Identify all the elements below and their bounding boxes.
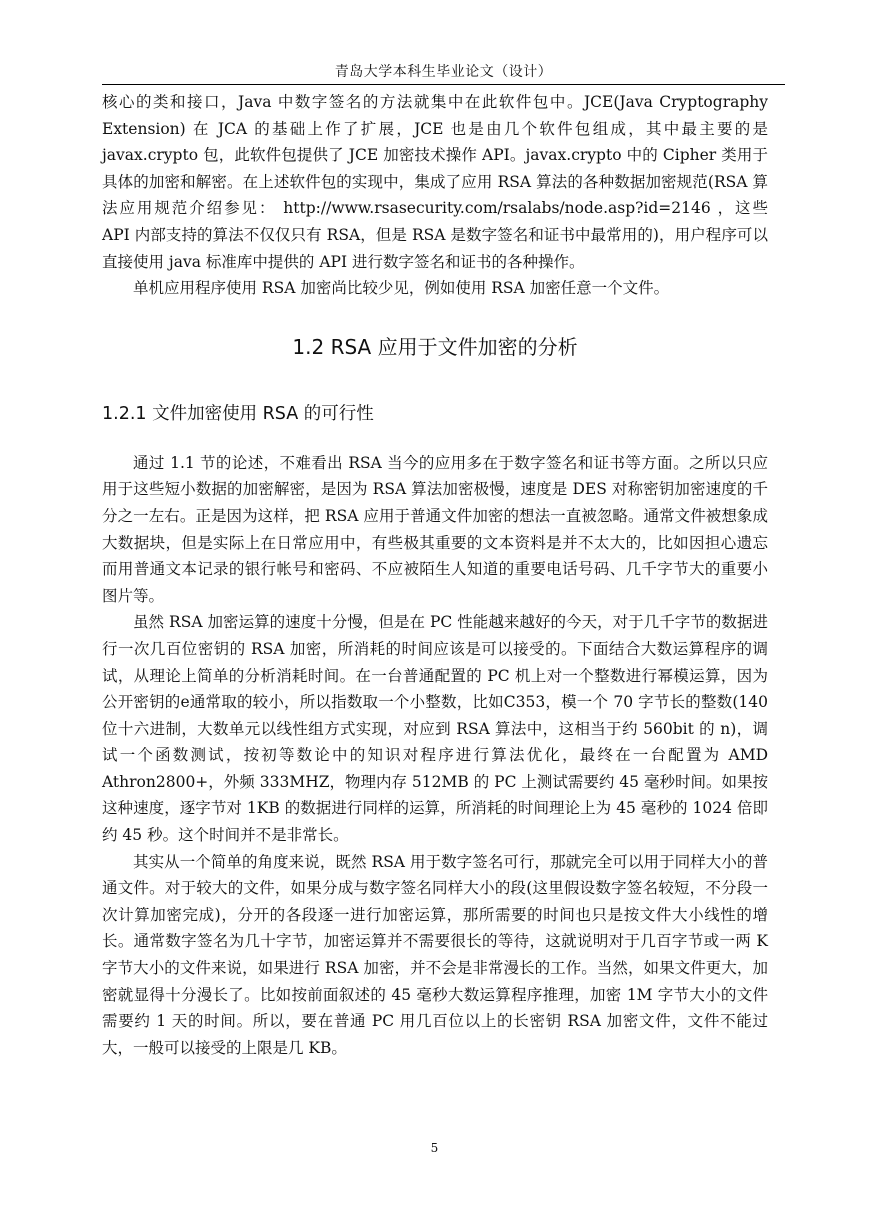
- paragraph-continued: 核心的类和接口，Java 中数字签名的方法就集中在此软件包中。JCE(Java Cryptography Extension) 在 JCA 的基础上作了扩展，JCE 也是由几个软件包组成，其中最主要的是 javax.crypto 包，此软件包提供了 JCE 加密技术操作 API。javax.crypto 中的 Cipher 类用于具体的加密和解密。在上述软件包的实现中，集成了应用 RSA 算法的各种数据加密规范(RSA 算法应用规范介绍参见： http://www.rsasecurity.com/rsalabs/node.asp?id=2146 ，这些 API 内部支持的算法不仅仅只有 RSA，但是 RSA 是数字签名和证书中最常用的)，用户程序可以直接使用 java 标准库中提供的 API 进行数字签名和证书的各种操作。: [102, 93, 768, 271]
- page-number: 5: [430, 1141, 439, 1155]
- paragraph: 其实从一个简单的角度来说，既然 RSA 用于数字签名可行，那就完全可以用于同样大小的普通文件。对于较大的文件，如果分成与数字签名同样大小的段(这里假设数字签名较短，不分段一次计算加密完成)，分开的各段逐一进行加密运算，那所需要的时间也只是按文件大小线性的增长。通常数字签名为几十字节，加密运算并不需要很长的等待，这就说明对于几百字节或一两 K 字节大小的文件来说，如果进行 RSA 加密，并不会是非常漫长的工作。当然，如果文件更大，加密就显得十分漫长了。比如按前面叙述的 45 毫秒大数运算程序推理，加密 1M 字节大小的文件需要约 1 天的时间。所以，要在普通 PC 用几百位以上的长密钥 RSA 加密文件，文件不能过大，一般可以接受的上限是几 KB。: [102, 852, 768, 1057]
- paragraph: 通过 1.1 节的论述，不难看出 RSA 当今的应用多在于数字签名和证书等方面。之所以只应用于这些短小数据的加密解密，是因为 RSA 算法加密极慢，速度是 DES 对称密钥加密速度的千分之一左右。正是因为这样，把 RSA 应用于普通文件加密的想法一直被忽略。通常文件被想象成大数据块，但是实际上在日常应用中，有些极其重要的文本资料是并不太大的，比如因担心遗忘而用普通文本记录的银行帐号和密码、不应被陌生人知道的重要电话号码、几千字节大的重要小图片等。: [102, 453, 768, 605]
- paragraph: 单机应用程序使用 RSA 加密尚比较少见，例如使用 RSA 加密任意一个文件。: [133, 279, 670, 298]
- paragraph: 虽然 RSA 加密运算的速度十分慢，但是在 PC 性能越来越好的今天，对于几千字节的数据进行一次几百位密钥的 RSA 加密，所消耗的时间应该是可以接受的。下面结合大数运算程序的调试，从理论上简单的分析消耗时间。在一台普通配置的 PC 机上对一个整数进行幂模运算，因为公开密钥的e通常取的较小，所以指数取一个小整数，比如C353，模一个 70 字节长的整数(140 位十六进制，大数单元以线性组方式实现，对应到 RSA 算法中，这相当于约 560bit 的 n)，调试一个函数测试，按初等数论中的知识对程序进行算法优化，最终在一台配置为 AMD Athron2800+，外频 333MHZ，物理内存 512MB 的 PC 上测试需要约 45 毫秒时间。如果按这种速度，逐字节对 1KB 的数据进行同样的运算，所消耗的时间理论上为 45 毫秒的 1024 倍即约 45 秒。这个时间并不是非常长。: [102, 613, 768, 845]
- page-header: 青岛大学本科生毕业论文（设计）: [334, 64, 553, 80]
- subsection-heading: 1.2.1 文件加密使用 RSA 的可行性: [102, 403, 374, 424]
- section-heading: 1.2 RSA 应用于文件加密的分析: [292, 334, 578, 359]
- page-body: [102, 89, 768, 1061]
- header-divider: [102, 84, 785, 85]
